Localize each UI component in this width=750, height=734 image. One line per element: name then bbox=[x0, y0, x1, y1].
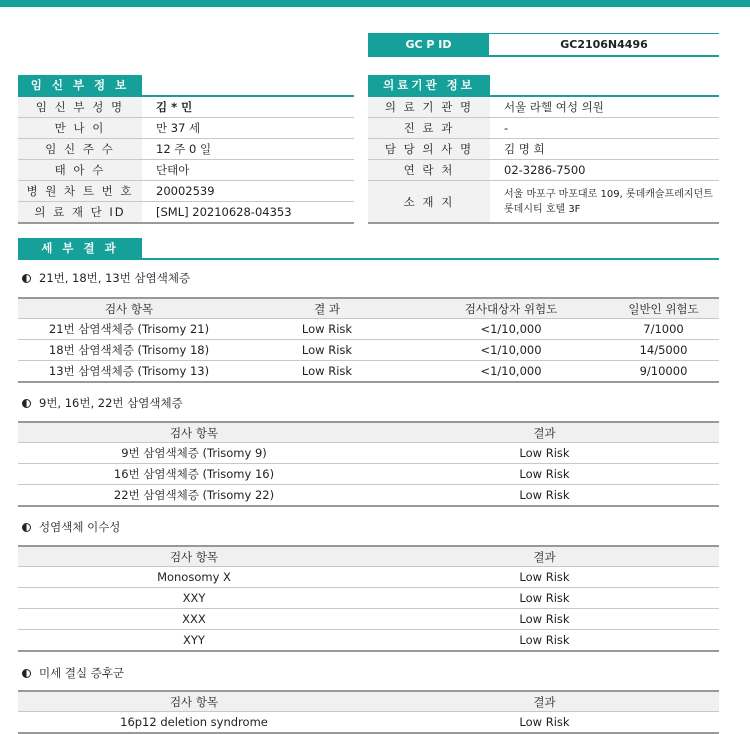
patient-row bbox=[18, 181, 354, 202]
column-header: 검사 항목 bbox=[18, 298, 240, 319]
field-label: 만 나 이 bbox=[18, 118, 142, 139]
group-title-text: 21번, 18번, 13번 삼염색체증 bbox=[39, 271, 191, 285]
group-title bbox=[22, 519, 120, 535]
table-row bbox=[18, 609, 719, 630]
address: 서울 마포구 마포대로 109, 롯데캐슬프레지던트 롯데시티 호텔 3F bbox=[490, 181, 719, 224]
patient-name: 김 * 민 bbox=[142, 97, 354, 118]
patient-info-table bbox=[18, 97, 354, 224]
patient-row bbox=[18, 97, 354, 118]
gcp-id-box bbox=[368, 33, 719, 57]
patient-row bbox=[18, 139, 354, 160]
contact-number: 02-3286-7500 bbox=[490, 160, 719, 181]
test-item: 16번 삼염색체증 (Trisomy 16) bbox=[18, 464, 370, 485]
gcp-id-label: GC P ID bbox=[368, 33, 489, 55]
general-risk: 14/5000 bbox=[608, 340, 719, 361]
column-header: 결과 bbox=[370, 422, 719, 443]
field-label: 임 신 부 성 명 bbox=[18, 97, 142, 118]
half-circle-icon bbox=[22, 274, 31, 283]
table-row bbox=[18, 588, 719, 609]
table-row bbox=[18, 630, 719, 652]
test-item: 21번 삼염색체증 (Trisomy 21) bbox=[18, 319, 240, 340]
details-rule bbox=[18, 258, 719, 260]
result: Low Risk bbox=[370, 485, 719, 507]
field-label: 연 락 처 bbox=[368, 160, 490, 181]
test-item: XYY bbox=[18, 630, 370, 652]
result: Low Risk bbox=[370, 464, 719, 485]
column-header: 결 과 bbox=[240, 298, 414, 319]
table-row bbox=[18, 464, 719, 485]
hospital-row bbox=[368, 160, 719, 181]
test-item: XXX bbox=[18, 609, 370, 630]
group-title bbox=[22, 665, 124, 681]
patient-row bbox=[18, 160, 354, 181]
result: Low Risk bbox=[370, 588, 719, 609]
results-table-trisomy-21-18-13 bbox=[18, 297, 719, 383]
field-label: 의 료 재 단 ID bbox=[18, 202, 142, 224]
patient-row bbox=[18, 202, 354, 224]
patient-age: 만 37 세 bbox=[142, 118, 354, 139]
gcp-id-value: GC2106N4496 bbox=[489, 33, 719, 55]
table-header-row bbox=[18, 298, 719, 319]
table-header-row bbox=[18, 422, 719, 443]
results-table-microdeletion bbox=[18, 690, 719, 734]
result: Low Risk bbox=[370, 609, 719, 630]
table-row bbox=[18, 485, 719, 507]
subject-risk: <1/10,000 bbox=[414, 340, 608, 361]
result: Low Risk bbox=[240, 319, 414, 340]
test-item: Monosomy X bbox=[18, 567, 370, 588]
details-heading: 세 부 결 과 bbox=[18, 238, 142, 258]
group-title-text: 미세 결실 증후군 bbox=[39, 666, 125, 680]
hospital-row bbox=[368, 181, 719, 224]
half-circle-icon bbox=[22, 523, 31, 532]
test-item: 13번 삼염색체증 (Trisomy 13) bbox=[18, 361, 240, 383]
field-label: 태 아 수 bbox=[18, 160, 142, 181]
hospital-info-heading: 의료기관 정보 bbox=[368, 75, 490, 95]
column-header: 일반인 위험도 bbox=[608, 298, 719, 319]
result: Low Risk bbox=[370, 630, 719, 652]
results-table-sex-chromosome bbox=[18, 545, 719, 652]
subject-risk: <1/10,000 bbox=[414, 361, 608, 383]
result: Low Risk bbox=[240, 340, 414, 361]
top-accent-bar bbox=[0, 0, 750, 7]
group-title bbox=[22, 395, 183, 411]
chart-number: 20002539 bbox=[142, 181, 354, 202]
field-label: 진 료 과 bbox=[368, 118, 490, 139]
column-header: 결과 bbox=[370, 546, 719, 567]
table-row bbox=[18, 319, 719, 340]
gestational-age: 12 주 0 일 bbox=[142, 139, 354, 160]
column-header: 검사 항목 bbox=[18, 422, 370, 443]
result: Low Risk bbox=[240, 361, 414, 383]
hospital-row bbox=[368, 139, 719, 160]
table-row bbox=[18, 712, 719, 734]
table-header-row bbox=[18, 546, 719, 567]
general-risk: 7/1000 bbox=[608, 319, 719, 340]
group-title-text: 성염색체 이수성 bbox=[39, 520, 121, 534]
results-table-trisomy-9-16-22 bbox=[18, 421, 719, 507]
test-item: 18번 삼염색체증 (Trisomy 18) bbox=[18, 340, 240, 361]
half-circle-icon bbox=[22, 669, 31, 678]
fetus-count: 단태아 bbox=[142, 160, 354, 181]
hospital-row bbox=[368, 118, 719, 139]
general-risk: 9/10000 bbox=[608, 361, 719, 383]
test-item: 9번 삼염색체증 (Trisomy 9) bbox=[18, 443, 370, 464]
result: Low Risk bbox=[370, 443, 719, 464]
hospital-info-table bbox=[368, 97, 719, 224]
patient-info-heading: 임 신 부 정 보 bbox=[18, 75, 142, 95]
table-row bbox=[18, 361, 719, 383]
table-row bbox=[18, 443, 719, 464]
field-label: 의 료 기 관 명 bbox=[368, 97, 490, 118]
doctor-name: 김 명 희 bbox=[490, 139, 719, 160]
patient-row bbox=[18, 118, 354, 139]
column-header: 검사 항목 bbox=[18, 546, 370, 567]
column-header: 결과 bbox=[370, 691, 719, 712]
subject-risk: <1/10,000 bbox=[414, 319, 608, 340]
foundation-id: [SML] 20210628-04353 bbox=[142, 202, 354, 224]
table-header-row bbox=[18, 691, 719, 712]
field-label: 소 재 지 bbox=[368, 181, 490, 224]
table-row bbox=[18, 340, 719, 361]
group-title bbox=[22, 270, 190, 286]
hospital-name: 서울 라헬 여성 의원 bbox=[490, 97, 719, 118]
hospital-row bbox=[368, 97, 719, 118]
column-header: 검사대상자 위험도 bbox=[414, 298, 608, 319]
column-header: 검사 항목 bbox=[18, 691, 370, 712]
table-row bbox=[18, 567, 719, 588]
test-item: XXY bbox=[18, 588, 370, 609]
result: Low Risk bbox=[370, 567, 719, 588]
group-title-text: 9번, 16번, 22번 삼염색체증 bbox=[39, 396, 183, 410]
test-item: 22번 삼염색체증 (Trisomy 22) bbox=[18, 485, 370, 507]
test-item: 16p12 deletion syndrome bbox=[18, 712, 370, 734]
field-label: 담 당 의 사 명 bbox=[368, 139, 490, 160]
result: Low Risk bbox=[370, 712, 719, 734]
field-label: 임 신 주 수 bbox=[18, 139, 142, 160]
field-label: 병 원 차 트 번 호 bbox=[18, 181, 142, 202]
half-circle-icon bbox=[22, 399, 31, 408]
department: - bbox=[490, 118, 719, 139]
